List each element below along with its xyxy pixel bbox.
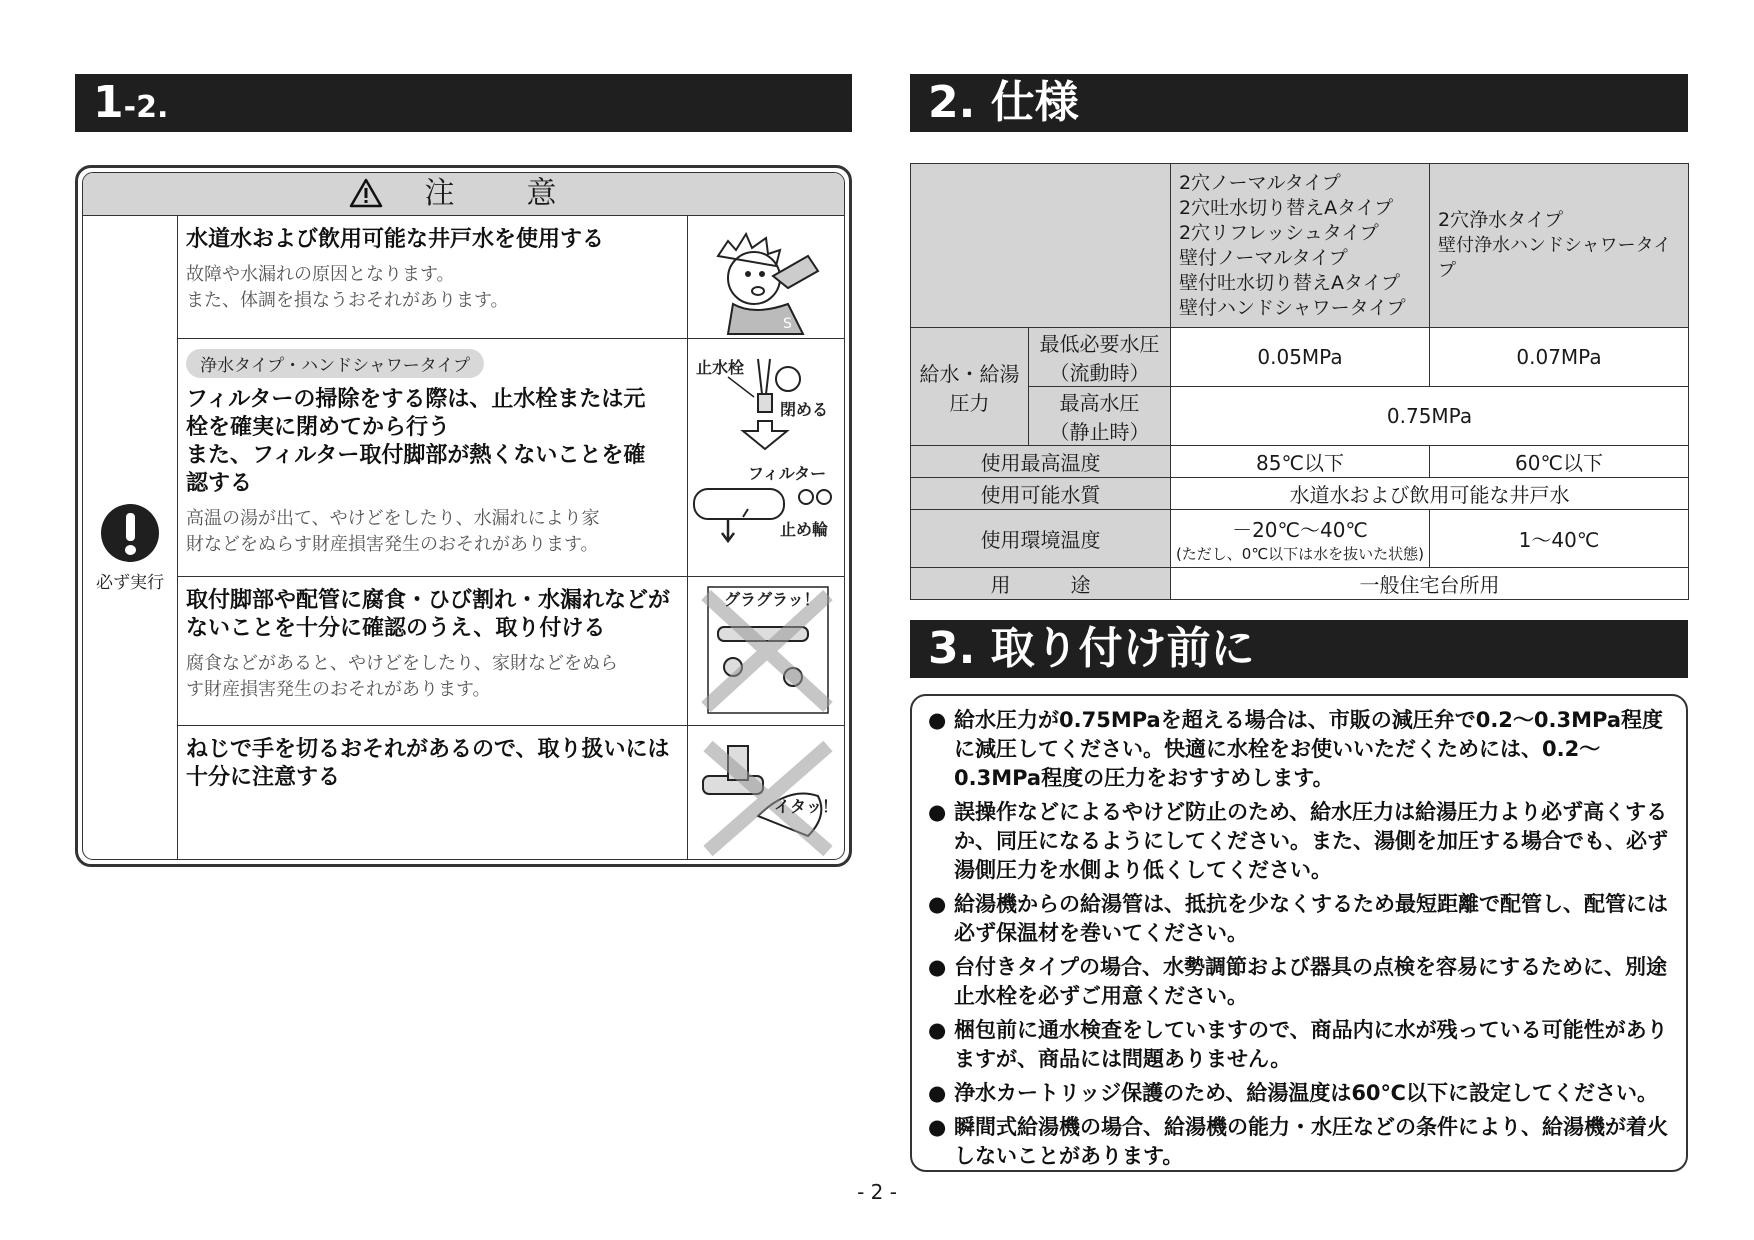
- wobble-label: グラグラッ！: [724, 590, 820, 609]
- exclamation-icon: [101, 504, 159, 562]
- spec-corner-cell: [911, 164, 1171, 328]
- svg-text:S: S: [783, 316, 792, 332]
- note-item: ● 台付きタイプの場合、水勢調節および器具の点検を容易にするために、別途止水栓を必ずご用意ください。: [928, 953, 1672, 1011]
- section-3-header: 3. 取り付け前に: [910, 620, 1688, 678]
- section-1-2-header: [75, 74, 852, 132]
- note-item: ● 給湯機からの給湯管は、抵抗を少なくするため最短距離で配管し、配管には必ず保温材を巻いてください。: [928, 890, 1672, 948]
- page-number: - 2 -: [857, 1180, 897, 1204]
- note-item: ● 浄水カートリッジ保護のため、給湯温度は60℃以下に設定してください。: [928, 1079, 1672, 1108]
- stop-valve-label: 止水栓: [696, 358, 745, 377]
- env-temp-b: 1～40℃: [1430, 510, 1689, 568]
- max-pressure-value: 0.75MPa: [1171, 387, 1689, 446]
- section-2-header: 2. 仕様: [910, 74, 1688, 132]
- note-item: ● 瞬間式給湯機の場合、給湯機の能力・水圧などの条件により、給湯機が着火しないことがあります。: [928, 1113, 1672, 1171]
- caution-item-3: [178, 577, 844, 726]
- warning-triangle-icon: [349, 178, 383, 208]
- caution-item-2: [178, 339, 844, 577]
- caution-item-4: [178, 726, 844, 859]
- boy-drinking-icon: [688, 216, 842, 336]
- water-quality-value: 水道水および飲用可能な井戸水: [1171, 478, 1689, 510]
- min-pressure-label: 最低必要水圧 （流動時）: [1029, 328, 1171, 387]
- caution-item-heading: 水道水および飲用可能な井戸水を使用する: [186, 227, 605, 252]
- section-sub-number: -2.: [123, 90, 169, 125]
- max-temp-b: 60℃以下: [1430, 446, 1689, 478]
- screw-hand-illustration: [687, 726, 844, 859]
- max-temp-label: 使用最高温度: [911, 446, 1171, 478]
- usage-label: 用 途: [911, 568, 1171, 600]
- max-pressure-label: 最高水圧 （静止時）: [1029, 387, 1171, 446]
- pre-install-notes: [910, 694, 1688, 1172]
- caution-box: [75, 165, 852, 867]
- retaining-ring-label: 止め輪: [780, 520, 829, 539]
- min-pressure-a: 0.05MPa: [1171, 328, 1430, 387]
- pressure-group-label: 給水・給湯 圧力: [911, 328, 1029, 446]
- usage-value: 一般住宅台所用: [1171, 568, 1689, 600]
- min-pressure-b: 0.07MPa: [1430, 328, 1689, 387]
- types-b-cell: 2穴浄水タイプ 壁付浄水ハンドシャワータイプ: [1430, 164, 1689, 328]
- caution-item-heading: 取付脚部や配管に腐食・ひび割れ・水漏れなどが ないことを十分に確認のうえ、取り付ける: [186, 588, 671, 641]
- water-quality-label: 使用可能水質: [911, 478, 1171, 510]
- caution-title-char-2: 意: [526, 176, 557, 211]
- type-tag: 浄水タイプ・ハンドシャワータイプ: [186, 349, 484, 378]
- types-a-cell: 2穴ノーマルタイプ 2穴吐水切り替えAタイプ 2穴リフレッシュタイプ 壁付ノーマルタイプ 壁付吐水切り替えAタイプ 壁付ハンドシャワータイプ: [1171, 164, 1430, 328]
- note-item: ● 梱包前に通水検査をしていますので、商品内に水が残っている可能性がありますが、商品には問題ありません。: [928, 1016, 1672, 1074]
- caution-item-heading: フィルターの掃除をする際は、止水栓または元 栓を確実に閉めてから行う また、フィルター取付脚部が熱くないことを確 認する: [186, 387, 646, 496]
- loose-fitting-illustration: [687, 577, 844, 725]
- filter-cleaning-illustration: [687, 339, 844, 576]
- ouch-label: イタッ！: [774, 797, 839, 816]
- must-do-column: [83, 216, 178, 859]
- note-item: ● 誤操作などによるやけど防止のため、給水圧力は給湯圧力より必ず高くするか、同圧になるようにしてください。また、湯側を加圧する場合でも、必ず湯側圧力を水側より低くしてください。: [928, 798, 1672, 885]
- spec-table: [910, 163, 1689, 600]
- max-temp-a: 85℃以下: [1171, 446, 1430, 478]
- drinking-water-illustration: [687, 216, 844, 338]
- filter-label: フィルター: [748, 464, 827, 483]
- section-number: 1: [93, 77, 124, 128]
- note-item: ● 給水圧力が0.75MPaを超える場合は、市販の減圧弁で0.2～0.3MPa程度に減圧してください。快適に水栓をお使いいただくためには、0.2～0.3MPa程度の圧力をおすすめします。: [928, 706, 1672, 793]
- hand-screw-icon: [688, 726, 842, 860]
- caution-item-1: [178, 216, 844, 339]
- caution-item-note: 故障や水漏れの原因となります。 また、体調を損なうおそれがあります。: [186, 264, 509, 311]
- caution-header: [83, 173, 844, 216]
- close-label: 閉める: [780, 400, 829, 419]
- caution-item-heading: ねじで手を切るおそれがあるので、取り扱いには 十分に注意する: [186, 737, 670, 790]
- caution-title-char-1: 注: [424, 176, 455, 211]
- caution-item-note: 腐食などがあると、やけどをしたり、家財などをぬら す財産損害発生のおそれがあります。: [186, 653, 618, 700]
- env-temp-label: 使用環境温度: [911, 510, 1171, 568]
- env-temp-a: －20℃～40℃ (ただし、0℃以下は水を抜いた状態): [1171, 510, 1430, 568]
- must-do-label: 必ず実行: [96, 573, 164, 593]
- caution-item-note: 高温の湯が出て、やけどをしたり、水漏れにより家 財などをぬらす財産損害発生のおそれがあります。: [186, 508, 600, 555]
